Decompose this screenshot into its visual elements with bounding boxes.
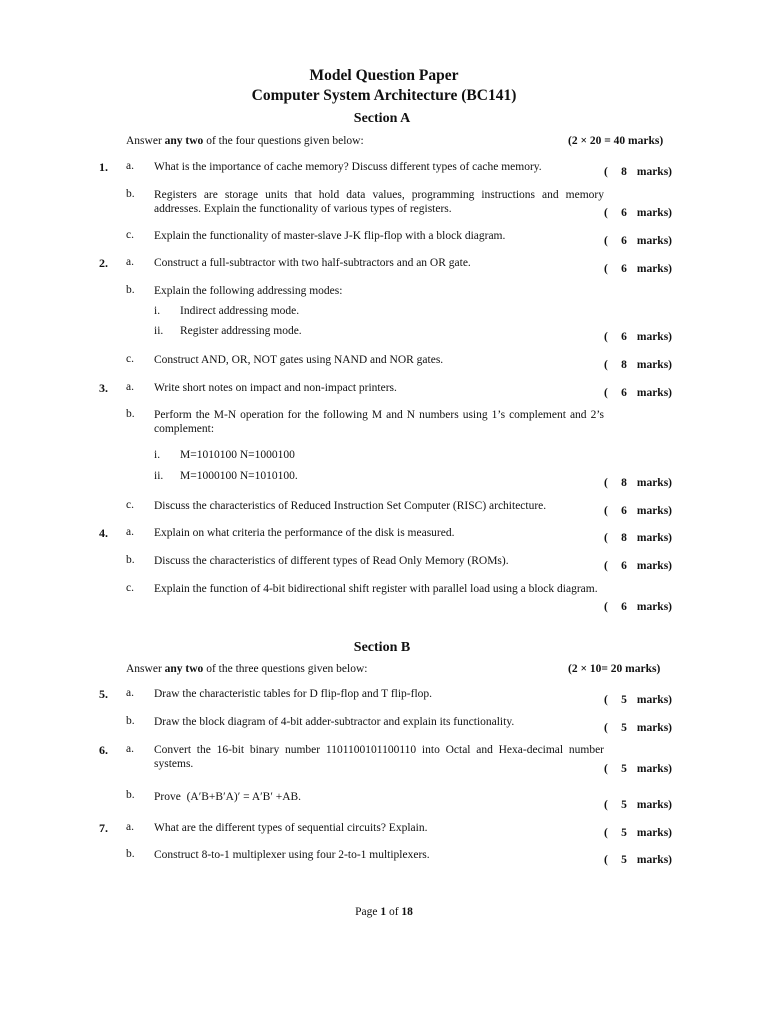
marks-label: ( 8 marks) xyxy=(604,477,673,489)
question-text: Prove (A′B+B′A)′ = A′B′ +AB. xyxy=(154,791,302,803)
question-text: Draw the characteristic tables for D flip-flop and T flip-flop. xyxy=(154,688,433,700)
marks-label: ( 6 marks) xyxy=(604,263,673,275)
sub-item-text: M=1010100 N=1000100 xyxy=(180,449,295,461)
part-letter: a. xyxy=(126,256,134,268)
part-letter: c. xyxy=(126,582,134,594)
part-letter: b. xyxy=(126,715,135,727)
marks-label: ( 6 marks) xyxy=(604,207,673,219)
question-number: 7. xyxy=(99,821,108,835)
section-b-total-marks: (2 × 10= 20 marks) xyxy=(568,663,661,675)
marks-label: ( 5 marks) xyxy=(604,827,673,839)
question-text: What is the importance of cache memory? Discuss different types of cache memory. xyxy=(154,161,542,173)
marks-label: ( 6 marks) xyxy=(604,235,673,247)
marks-label: ( 6 marks) xyxy=(604,387,673,399)
part-letter: a. xyxy=(126,687,134,699)
question-text: Draw the block diagram of 4-bit adder-subtractor and explain its functionality. xyxy=(154,716,515,728)
question-text: Construct a full-subtractor with two half-subtractors and an OR gate. xyxy=(154,257,471,269)
part-letter: b. xyxy=(126,188,135,200)
section-a-total-marks: (2 × 20 = 40 marks) xyxy=(568,135,664,147)
sub-item-number: ii. xyxy=(154,470,164,482)
question-text: Perform the M-N operation for the following M and N numbers using 1’s complement and 2’s complement: xyxy=(154,409,604,435)
question-number: 3. xyxy=(99,381,108,395)
marks-label: ( 5 marks) xyxy=(604,694,673,706)
part-letter: a. xyxy=(126,526,134,538)
part-letter: a. xyxy=(126,381,134,393)
paper-subtitle: Computer System Architecture (BC141) xyxy=(251,87,517,104)
marks-label: ( 6 marks) xyxy=(604,331,673,343)
section-b-instruction: Answer any two of the three questions given below: xyxy=(126,663,368,675)
sub-item-number: i. xyxy=(154,305,161,317)
question-number: 6. xyxy=(99,743,108,757)
sub-item-text: Register addressing mode. xyxy=(180,325,302,337)
marks-label: ( 6 marks) xyxy=(604,505,673,517)
question-text: What are the different types of sequential circuits? Explain. xyxy=(154,822,428,834)
question-text: Explain on what criteria the performance of the disk is measured. xyxy=(154,527,455,539)
sub-item-text: M=1000100 N=1010100. xyxy=(180,470,298,482)
sub-item-number: i. xyxy=(154,449,161,461)
part-letter: b. xyxy=(126,554,135,566)
part-letter: c. xyxy=(126,229,134,241)
question-text: Explain the following addressing modes: xyxy=(154,285,343,297)
marks-label: ( 6 marks) xyxy=(604,560,673,572)
marks-label: ( 5 marks) xyxy=(604,799,673,811)
part-letter: a. xyxy=(126,821,134,833)
part-letter: b. xyxy=(126,284,135,296)
marks-label: ( 8 marks) xyxy=(604,166,673,178)
part-letter: b. xyxy=(126,408,135,420)
marks-label: ( 5 marks) xyxy=(604,722,673,734)
question-text: Explain the functionality of master-slave J-K flip-flop with a block diagram. xyxy=(154,230,506,242)
section-a-heading: Section A xyxy=(353,111,411,126)
part-letter: b. xyxy=(126,789,135,801)
part-letter: c. xyxy=(126,353,134,365)
question-text: Registers are storage units that hold data values, programming instructions and memory addresses. Explain the functionality of various types of registers. xyxy=(154,189,604,215)
page-number: Page 1 of 18 xyxy=(355,906,413,918)
paper-title: Model Question Paper xyxy=(309,67,459,84)
section-b-heading: Section B xyxy=(353,640,411,655)
section-a-instruction: Answer any two of the four questions given below: xyxy=(126,135,364,147)
question-text: Construct 8-to-1 multiplexer using four 2-to-1 multiplexers. xyxy=(154,849,430,861)
question-text: Discuss the characteristics of Reduced Instruction Set Computer (RISC) architecture. xyxy=(154,500,547,512)
sub-item-number: ii. xyxy=(154,325,164,337)
question-text: Write short notes on impact and non-impact printers. xyxy=(154,382,397,394)
part-letter: b. xyxy=(126,848,135,860)
marks-label: ( 5 marks) xyxy=(604,854,673,866)
marks-label: ( 8 marks) xyxy=(604,359,673,371)
part-letter: c. xyxy=(126,499,134,511)
question-number: 2. xyxy=(99,256,108,270)
question-number: 5. xyxy=(99,687,108,701)
question-text: Explain the function of 4-bit bidirectional shift register with parallel load using a block diagram. xyxy=(154,583,598,595)
question-text: Construct AND, OR, NOT gates using NAND and NOR gates. xyxy=(154,354,444,366)
part-letter: a. xyxy=(126,743,134,755)
sub-item-text: Indirect addressing mode. xyxy=(180,305,300,317)
marks-label: ( 5 marks) xyxy=(604,763,673,775)
marks-label: ( 8 marks) xyxy=(604,532,673,544)
marks-label: ( 6 marks) xyxy=(604,601,673,613)
boolean-formula: (A′B+B′A)′ = A′B′ +AB. xyxy=(186,791,302,803)
question-number: 1. xyxy=(99,160,108,174)
question-text: Convert the 16-bit binary number 1101100101100110 into Octal and Hexa-decimal number systems. xyxy=(154,744,604,770)
part-letter: a. xyxy=(126,160,134,172)
question-text: Discuss the characteristics of different types of Read Only Memory (ROMs). xyxy=(154,555,509,567)
question-number: 4. xyxy=(99,526,108,540)
